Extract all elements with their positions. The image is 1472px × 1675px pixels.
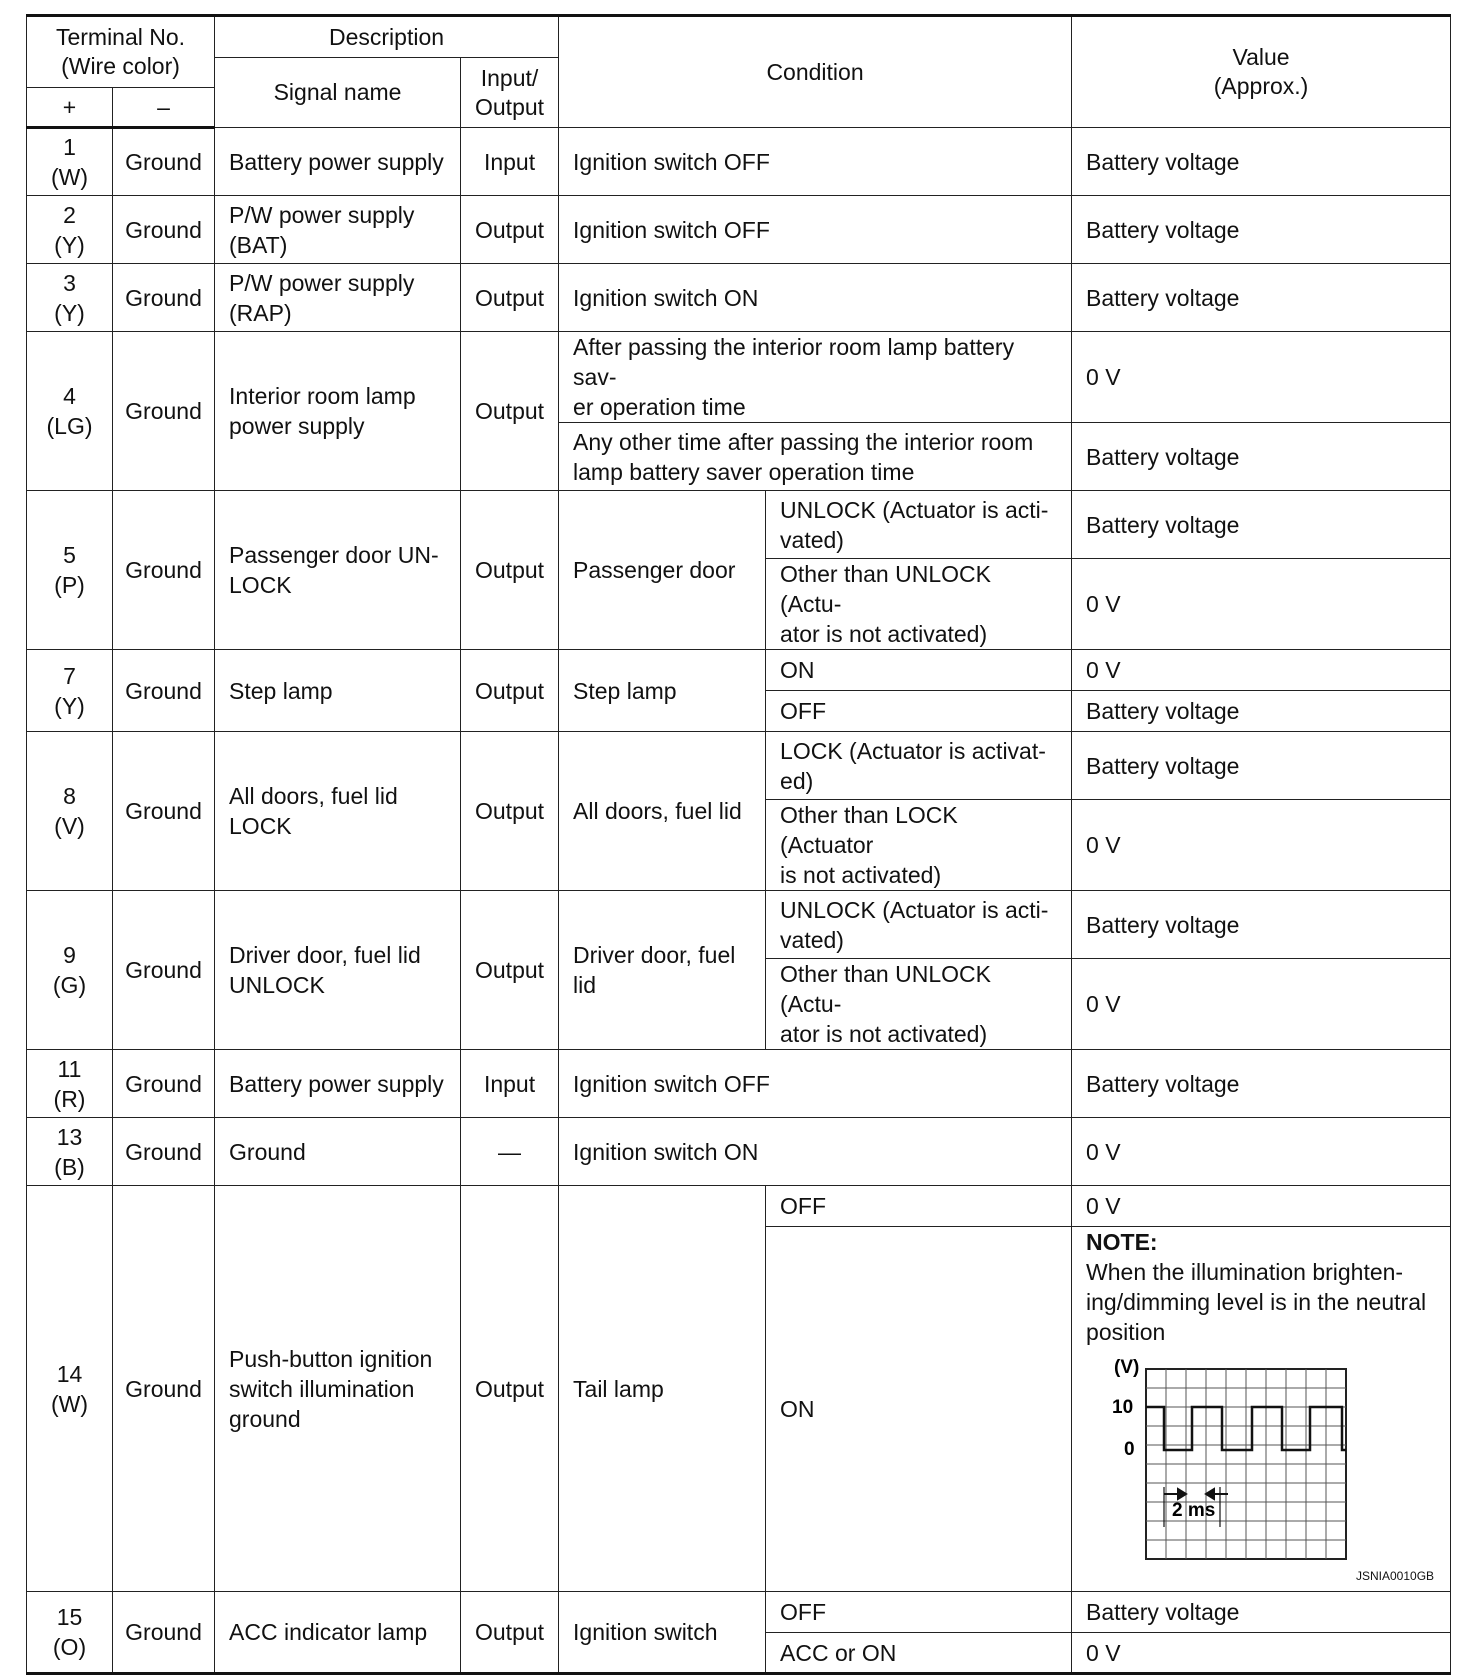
condition xyxy=(559,423,1072,491)
table-row xyxy=(27,491,1451,559)
input-output: — xyxy=(461,1118,559,1186)
value: Battery voltage xyxy=(1072,196,1451,264)
header-io-line1: Input/ xyxy=(480,64,539,91)
wire-color: (W) xyxy=(50,164,89,190)
terminal-minus: Ground xyxy=(113,1118,215,1186)
input-output: Input xyxy=(461,1050,559,1118)
header-value-label: Value xyxy=(1232,44,1290,70)
value: Battery voltage xyxy=(1072,891,1451,959)
condition-line: Driver door, fuel xyxy=(573,942,736,968)
condition-line: Any other time after passing the interior room xyxy=(573,428,1034,455)
input-output: Output xyxy=(461,1186,559,1592)
terminal-number: 14 xyxy=(56,1360,83,1387)
header-io-line2: Output xyxy=(475,93,545,120)
sub-condition xyxy=(766,891,1072,959)
table-row xyxy=(27,650,1451,691)
value: Battery voltage xyxy=(1072,491,1451,559)
waveform-high-label: 10 xyxy=(1112,1397,1134,1418)
sub-condition xyxy=(766,959,1072,1050)
waveform-low-label: 0 xyxy=(1124,1439,1135,1460)
signal-line: UNLOCK xyxy=(229,972,325,998)
wire-color: (Y) xyxy=(54,299,85,326)
terminal-number: 11 xyxy=(57,1055,82,1082)
condition: All doors, fuel lid xyxy=(559,732,766,891)
signal-line: P/W power supply xyxy=(229,201,415,228)
sub-condition-line: ator is not activated) xyxy=(780,1021,988,1047)
wire-color: (LG) xyxy=(46,413,93,439)
terminal-minus: Ground xyxy=(113,891,215,1050)
input-output: Output xyxy=(461,264,559,332)
terminal-minus: Ground xyxy=(113,732,215,891)
terminal-number: 7 xyxy=(63,662,76,689)
header-condition: Condition xyxy=(559,16,1072,128)
wire-color: (Y) xyxy=(54,692,85,719)
header-signal-name: Signal name xyxy=(215,58,461,128)
value: 0 V xyxy=(1072,332,1451,423)
table-row xyxy=(27,1118,1451,1186)
input-output: Input xyxy=(461,128,559,196)
terminal-minus: Ground xyxy=(113,1050,215,1118)
terminal-number: 3 xyxy=(63,269,76,296)
note-title: NOTE: xyxy=(1086,1229,1158,1255)
signal-line: (BAT) xyxy=(229,231,288,258)
terminal-plus xyxy=(27,332,113,491)
signal-line: LOCK xyxy=(229,813,292,839)
terminal-number: 9 xyxy=(63,942,76,968)
terminal-table-sheet xyxy=(26,14,1451,1675)
oscilloscope-waveform xyxy=(1086,1355,1426,1579)
header-description: Description xyxy=(215,16,559,58)
condition: Ignition switch ON xyxy=(559,1118,1072,1186)
condition: Ignition switch OFF xyxy=(559,1050,1072,1118)
sub-condition-line: UNLOCK (Actuator is acti- xyxy=(780,496,1049,523)
signal-name: Ground xyxy=(215,1118,461,1186)
sub-condition: ACC or ON xyxy=(766,1633,1072,1674)
header-minus: – xyxy=(113,88,215,128)
table-row xyxy=(27,1592,1451,1633)
table-row xyxy=(27,196,1451,264)
sub-condition: ON xyxy=(766,650,1072,691)
value: Battery voltage xyxy=(1072,1592,1451,1633)
table-row xyxy=(27,264,1451,332)
terminal-plus xyxy=(27,650,113,732)
condition-line: er operation time xyxy=(573,394,746,420)
signal-name xyxy=(215,1186,461,1592)
arrow-head xyxy=(1206,1489,1214,1499)
sub-condition xyxy=(766,800,1072,891)
terminal-minus: Ground xyxy=(113,196,215,264)
terminal-plus xyxy=(27,264,113,332)
terminal-plus xyxy=(27,1186,113,1592)
header-value-approx: (Approx.) xyxy=(1213,73,1309,99)
terminal-minus: Ground xyxy=(113,128,215,196)
arrow-head xyxy=(1178,1489,1186,1499)
sub-condition-line: is not activated) xyxy=(780,862,942,888)
header-input-output xyxy=(461,58,559,128)
table-row xyxy=(27,732,1451,800)
condition xyxy=(559,891,766,1050)
signal-line: power supply xyxy=(229,413,365,439)
terminal-number: 5 xyxy=(63,542,76,568)
wire-color: (B) xyxy=(54,1153,85,1180)
wire-color: (O) xyxy=(52,1634,87,1660)
terminal-number: 13 xyxy=(56,1123,83,1150)
sub-condition xyxy=(766,732,1072,800)
signal-name xyxy=(215,732,461,891)
wire-color: (W) xyxy=(50,1390,89,1417)
terminal-minus: Ground xyxy=(113,332,215,491)
signal-line: switch illumination xyxy=(229,1375,415,1402)
figure-code: JSNIA0010GB xyxy=(1355,1569,1435,1583)
header-plus: + xyxy=(27,88,113,128)
value: Battery voltage xyxy=(1072,691,1451,732)
value: 0 V xyxy=(1072,1118,1451,1186)
signal-name xyxy=(215,891,461,1050)
input-output: Output xyxy=(461,1592,559,1674)
header-terminal-no xyxy=(27,16,215,88)
signal-name xyxy=(215,264,461,332)
terminal-number: 15 xyxy=(56,1604,83,1630)
waveform-figure xyxy=(1086,1355,1426,1579)
signal-line: ground xyxy=(229,1405,301,1432)
terminal-plus xyxy=(27,1592,113,1674)
wire-color: (G) xyxy=(52,972,87,998)
sub-condition-line: Other than UNLOCK (Actu- xyxy=(780,961,991,1017)
sub-condition-line: ator is not activated) xyxy=(780,621,988,647)
sub-condition-line: LOCK (Actuator is activat- xyxy=(780,737,1046,764)
terminal-plus xyxy=(27,1050,113,1118)
input-output: Output xyxy=(461,650,559,732)
condition-line: lamp battery saver operation time xyxy=(573,458,915,485)
sub-condition-line: UNLOCK (Actuator is acti- xyxy=(780,896,1049,923)
value: Battery voltage xyxy=(1072,732,1451,800)
value: 0 V xyxy=(1072,650,1451,691)
value: Battery voltage xyxy=(1072,1050,1451,1118)
value: Battery voltage xyxy=(1072,128,1451,196)
value: 0 V xyxy=(1072,1186,1451,1227)
condition: Ignition switch OFF xyxy=(559,196,1072,264)
table-row xyxy=(27,891,1451,959)
header-wire-color-label: (Wire color) xyxy=(61,53,180,79)
waveform-grid xyxy=(1146,1369,1346,1559)
note-line: position xyxy=(1086,1319,1166,1345)
value: 0 V xyxy=(1072,959,1451,1050)
sub-condition xyxy=(766,559,1072,650)
wire-color: (R) xyxy=(53,1085,86,1112)
input-output: Output xyxy=(461,332,559,491)
signal-line: Driver door, fuel lid xyxy=(229,942,421,968)
input-output: Output xyxy=(461,732,559,891)
terminal-plus xyxy=(27,1118,113,1186)
note-line: ing/dimming level is in the neutral xyxy=(1086,1289,1427,1315)
table-row xyxy=(27,128,1451,196)
value: 0 V xyxy=(1072,800,1451,891)
wire-color: (Y) xyxy=(54,231,85,258)
terminal-minus: Ground xyxy=(113,650,215,732)
condition: Tail lamp xyxy=(559,1186,766,1592)
terminal-number: 1 xyxy=(63,134,76,160)
condition-line: lid xyxy=(573,972,597,998)
value: Battery voltage xyxy=(1072,264,1451,332)
value-note xyxy=(1072,1227,1451,1592)
input-output: Output xyxy=(461,196,559,264)
value: 0 V xyxy=(1072,559,1451,650)
sub-condition-line: vated) xyxy=(780,526,844,553)
terminal-plus xyxy=(27,491,113,650)
table-row xyxy=(27,332,1451,423)
terminal-plus xyxy=(27,891,113,1050)
table-row xyxy=(27,1050,1451,1118)
wire-color: (V) xyxy=(54,813,85,839)
sub-condition: OFF xyxy=(766,1592,1072,1633)
waveform-time-label: 2 ms xyxy=(1172,1500,1216,1521)
signal-line: Push-button ignition xyxy=(229,1345,433,1372)
sub-condition: OFF xyxy=(766,691,1072,732)
terminal-number: 4 xyxy=(63,383,76,409)
terminal-plus xyxy=(27,196,113,264)
signal-line: Interior room lamp xyxy=(229,383,416,409)
signal-name: ACC indicator lamp xyxy=(215,1592,461,1674)
condition: Ignition switch xyxy=(559,1592,766,1674)
table-row xyxy=(27,1186,1451,1227)
terminal-minus: Ground xyxy=(113,1186,215,1592)
signal-name xyxy=(215,196,461,264)
input-output: Output xyxy=(461,891,559,1050)
sub-condition-line: Other than UNLOCK (Actu- xyxy=(780,561,991,617)
terminal-number: 8 xyxy=(63,783,76,809)
terminal-plus xyxy=(27,128,113,196)
terminal-minus: Ground xyxy=(113,1592,215,1674)
condition-line: After passing the interior room lamp battery sav- xyxy=(573,334,1015,390)
signal-line: LOCK xyxy=(229,572,292,598)
sub-condition-line: ed) xyxy=(780,767,814,794)
signal-name: Battery power supply xyxy=(215,128,461,196)
terminal-minus: Ground xyxy=(113,491,215,650)
signal-line: Passenger door UN- xyxy=(229,542,439,568)
condition: Ignition switch ON xyxy=(559,264,1072,332)
sub-condition xyxy=(766,491,1072,559)
terminal-table xyxy=(26,14,1451,1675)
terminal-number: 2 xyxy=(63,201,76,228)
condition: Step lamp xyxy=(559,650,766,732)
signal-name xyxy=(215,491,461,650)
signal-line: (RAP) xyxy=(229,299,292,326)
signal-line: P/W power supply xyxy=(229,269,415,296)
sub-condition: OFF xyxy=(766,1186,1072,1227)
value: 0 V xyxy=(1072,1633,1451,1674)
header-value xyxy=(1072,16,1451,128)
condition: Ignition switch OFF xyxy=(559,128,1072,196)
header-terminal-no-label: Terminal No. xyxy=(55,24,186,50)
sub-condition-line: Other than LOCK (Actuator xyxy=(780,802,958,858)
wire-color: (P) xyxy=(54,572,85,598)
input-output: Output xyxy=(461,491,559,650)
waveform-unit-label: (V) xyxy=(1114,1357,1140,1378)
signal-name: Battery power supply xyxy=(215,1050,461,1118)
condition xyxy=(559,332,1072,423)
sub-condition: ON xyxy=(766,1227,1072,1592)
terminal-minus: Ground xyxy=(113,264,215,332)
note-line: When the illumination brighten- xyxy=(1086,1259,1404,1285)
condition: Passenger door xyxy=(559,491,766,650)
signal-line: All doors, fuel lid xyxy=(229,783,398,809)
signal-name xyxy=(215,332,461,491)
value: Battery voltage xyxy=(1072,423,1451,491)
sub-condition-line: vated) xyxy=(780,926,844,953)
signal-name: Step lamp xyxy=(215,650,461,732)
terminal-plus xyxy=(27,732,113,891)
